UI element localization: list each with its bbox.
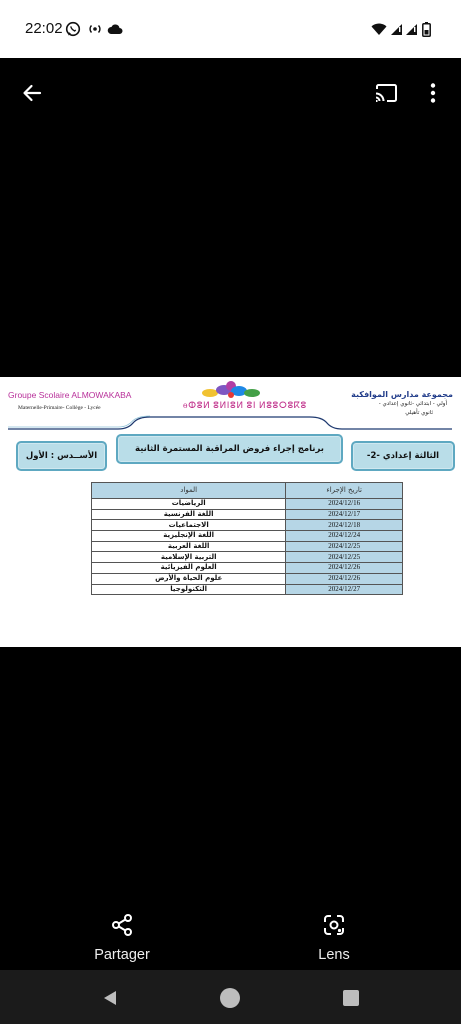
whatsapp-icon <box>64 19 82 39</box>
level-box <box>351 441 455 471</box>
subject-cell: علوم الحياة والأرض <box>92 573 286 584</box>
nav-back-icon <box>101 989 119 1007</box>
school-levels-fr: Maternelle-Primaire- Collège - Lycée <box>18 405 101 411</box>
subject-cell: العلوم الفيزيائية <box>92 563 286 574</box>
school-logo-icon <box>196 380 266 402</box>
level-label: الثالثة إعدادي -2- <box>366 451 440 461</box>
nav-home-icon <box>219 987 241 1009</box>
table-row <box>92 531 403 542</box>
subject-cell: اللغة الإنجليزية <box>92 531 286 542</box>
date-cell: 2024/12/25 <box>286 541 403 552</box>
cloud-icon <box>106 19 124 39</box>
date-cell: 2024/12/24 <box>286 531 403 542</box>
signal-icon <box>404 19 418 39</box>
nav-recents-button[interactable] <box>336 983 366 1013</box>
date-cell: 2024/12/26 <box>286 563 403 574</box>
table-row <box>92 520 403 531</box>
table-row <box>92 552 403 563</box>
lens-button[interactable] <box>284 913 384 963</box>
date-cell: 2024/12/17 <box>286 509 403 520</box>
back-button[interactable] <box>12 73 52 113</box>
share-icon <box>110 913 134 937</box>
subject-cell: اللغة العربية <box>92 541 286 552</box>
status-time: 22:02 <box>25 20 63 37</box>
subject-cell: الاجتماعيات <box>92 520 286 531</box>
lens-icon <box>322 913 346 937</box>
date-cell: 2024/12/25 <box>286 552 403 563</box>
navigation-bar <box>0 970 461 1024</box>
lens-label: Lens <box>318 947 350 963</box>
wifi-icon <box>371 19 387 39</box>
table-row <box>92 584 403 595</box>
semester-label: الأســدس : الأول <box>25 451 98 461</box>
status-bar <box>0 0 461 58</box>
nav-back-button[interactable] <box>95 983 125 1013</box>
header-divider <box>0 413 461 431</box>
school-name-fr: Groupe Scolaire ALMOWAKABA <box>8 390 132 400</box>
subject-cell: التكنولوجيا <box>92 584 286 595</box>
more-vertical-icon <box>430 82 436 104</box>
more-options-button[interactable] <box>413 73 453 113</box>
cast-icon <box>373 82 399 104</box>
semester-box <box>16 441 107 471</box>
subject-cell: اللغة الفرنسية <box>92 509 286 520</box>
subject-cell: التربية الإسلامية <box>92 552 286 563</box>
program-title: برنامج إجراء فروض المراقبة المستمرة الثانية <box>135 444 324 454</box>
table-row <box>92 541 403 552</box>
date-cell: 2024/12/18 <box>286 520 403 531</box>
subject-column-header: المواد <box>92 483 286 499</box>
table-row <box>92 573 403 584</box>
table-row <box>92 499 403 510</box>
share-button[interactable] <box>72 913 172 963</box>
program-title-box <box>116 434 343 464</box>
table-row <box>92 509 403 520</box>
cast-button[interactable] <box>366 73 406 113</box>
signal-icon <box>389 19 403 39</box>
date-cell: 2024/12/16 <box>286 499 403 510</box>
radio-icon <box>86 19 104 39</box>
school-levels-ar-1: أولي - ابتدائي -ثانوي إعدادي - <box>378 401 447 407</box>
arrow-left-icon <box>21 82 43 104</box>
nav-recents-icon <box>342 989 360 1007</box>
school-name-ar: مجموعة مدارس الموافكبة <box>351 390 453 399</box>
logo-text: ɵⵀⵓⵍ ⵓⵍⵏⵓⵍ ⵓⵏ ⵍⵓⵓⵔⵓⴽⵓ <box>183 400 307 410</box>
share-label: Partager <box>94 947 150 963</box>
document-image[interactable] <box>0 377 461 647</box>
battery-icon <box>421 19 431 39</box>
date-cell: 2024/12/26 <box>286 573 403 584</box>
table-row <box>92 563 403 574</box>
date-cell: 2024/12/27 <box>286 584 403 595</box>
date-column-header: تاريخ الإجراء <box>286 483 403 499</box>
subject-cell: الرياضيات <box>92 499 286 510</box>
table-header-row <box>92 483 403 499</box>
exam-schedule-table <box>91 482 403 595</box>
school-levels-ar-2: ثانوي تأهيلي <box>405 410 433 416</box>
nav-home-button[interactable] <box>215 983 245 1013</box>
